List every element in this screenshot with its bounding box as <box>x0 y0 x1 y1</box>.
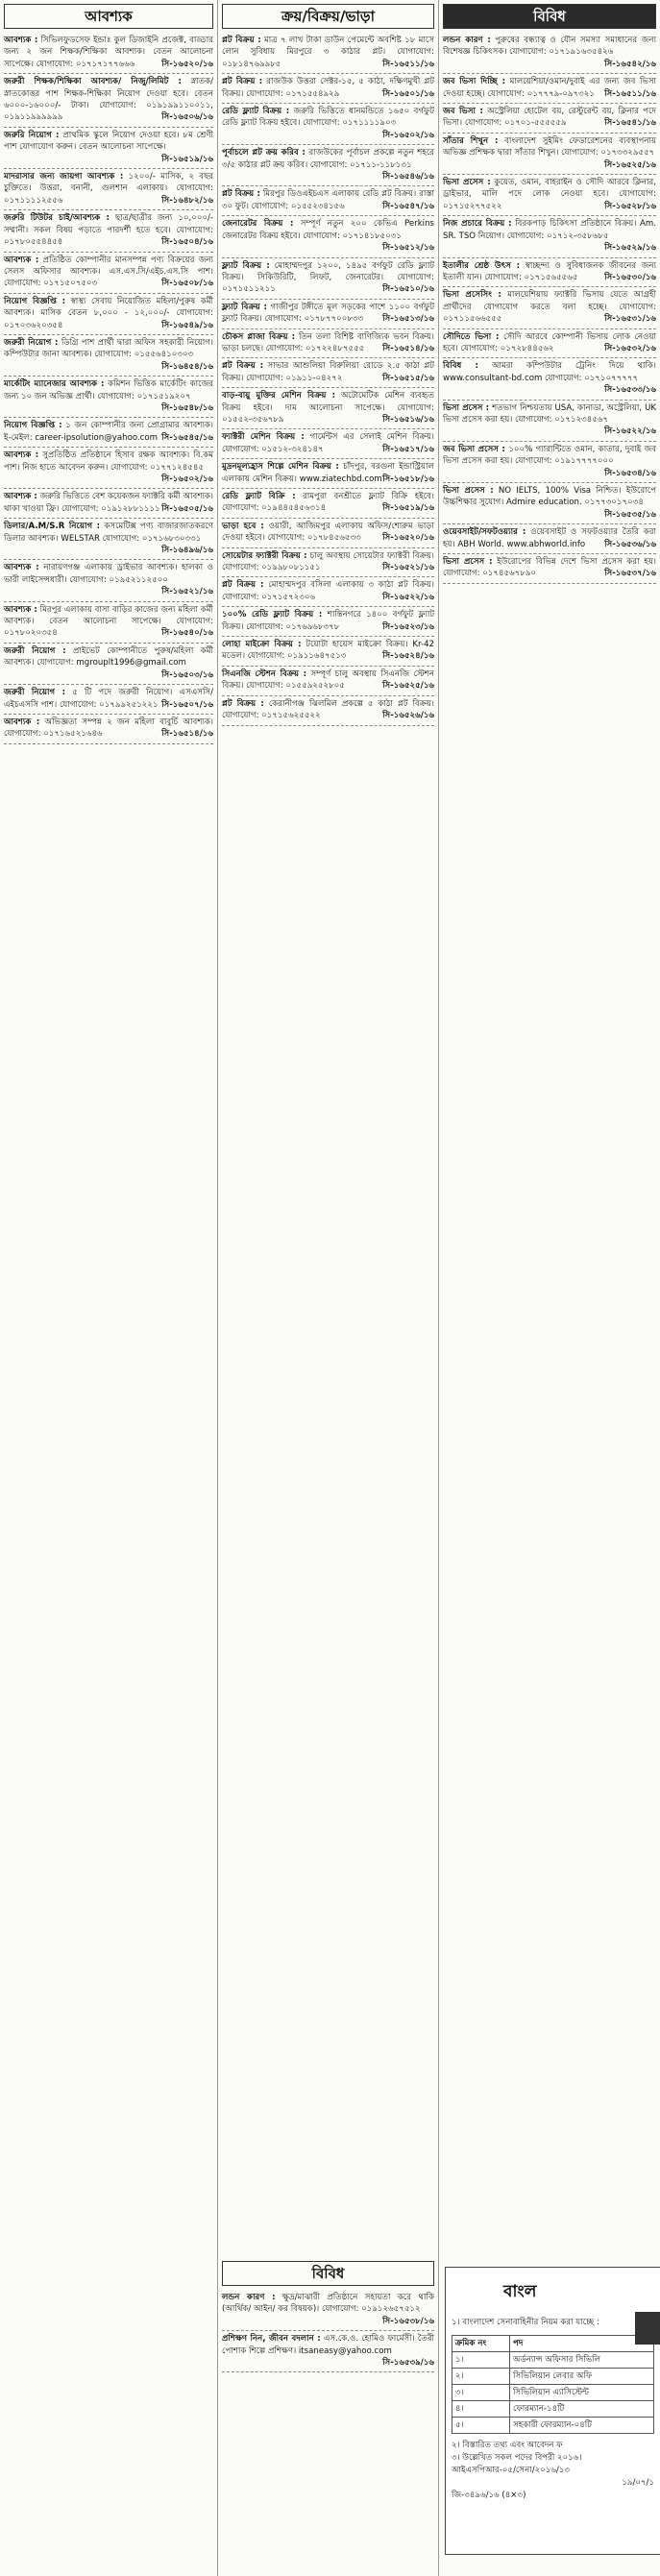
ad-heading: ইতালীর শ্রেষ্ঠ উৎস : <box>443 260 521 271</box>
ad-reference: সি-১৬৫২২/১৬ <box>604 426 656 437</box>
ad-text: মালয়েশিয়ায় ফ্যাক্টরি ভিসায় যেতে আগ্রহী প্রার্থীদের যোগাযোগ করতে বলা হচ্ছে। যোগাযোগ: ০১৭১১৫৬৬৫৫৫ <box>443 290 656 325</box>
classified-ad <box>443 287 656 328</box>
classified-ad <box>222 329 434 359</box>
table-row <box>452 2385 654 2401</box>
ad-heading: আবশ্যক : <box>4 450 39 461</box>
ad-heading: পূর্বাচলে প্লট ক্রয় করিব : <box>222 148 306 158</box>
column-miscellaneous <box>439 0 660 2576</box>
ad-reference: সি-১৬৫০১/১৬ <box>382 88 434 99</box>
classified-ad <box>222 74 434 104</box>
ad-heading: লন্ডন কারণ : <box>222 2293 276 2302</box>
ad-reference: সি-১৬৫০৮/১৬ <box>161 279 213 289</box>
ad-heading: প্লট বিক্রয় : <box>222 77 263 87</box>
ad-heading: মার্কেটিং ম্যানেজার আবশ্যক : <box>4 379 105 390</box>
ad-text: মিরপুর ডিওএইচএস এলাকায় রেডি প্লট বিক্রয়। রাস্তা ৩০ ফুট। যোগাযোগ: ০১৫৫২৩৪১৫৬ <box>222 189 434 211</box>
classified-ad <box>443 216 656 257</box>
ad-text: কেরানীগঞ্জ ঝিলমিল প্রকল্পে ৫ কাঠা প্লট বিক্রয়। যোগাযোগ: ০১৭১৫৬২৫৫২২ <box>222 698 434 721</box>
ad-text: ওয়ারী, আজিমপুর এলাকায় অফিস/শোরুম ভাড়া দেওয়া হইবে। যোগাযোগ: ০১৭৮৪৫৬৫৩৩ <box>222 521 434 544</box>
ad-reference: সি-১৬৫১৮/১৬ <box>382 474 434 484</box>
ad-heading: ভিসা প্রসেস : <box>443 402 490 413</box>
ad-text: ক্ষুদ্র/মাঝারী প্রতিষ্ঠানে সহায়তা করে থাকি (আর্থিক/ আইন/ কর বিষয়ক)। যোগাযোগ: ০১৯১২৬৫৭৫১২ <box>222 2293 434 2315</box>
ad-heading: প্লট বিক্রয় : <box>222 36 261 45</box>
ad-list <box>222 2290 434 2372</box>
classified-ad <box>4 560 213 601</box>
ad-text: সম্পূর্ণ নতুন ২০০ কেভিএ Perkins জেনারেটর বিক্রয় হইবে। যোগাযোগ: ০১৭১৪১৮৫০৩১ <box>222 219 434 241</box>
ad-reference: সি-১৬৫৩৮/১৬ <box>382 2316 434 2326</box>
ad-reference: সি-১৬৫২৫/১৬ <box>382 681 434 692</box>
ad-reference: সি-১৬৫২৮/১৬ <box>604 201 656 211</box>
ad-text: ইউরোপের বিভিন্ন দেশে ভিসা প্রসেস করা হয়। যোগাযোগ: ০১৭৪৫৬৭৮৯০ <box>443 557 656 579</box>
army-recruitment-notice <box>445 2267 660 2555</box>
classified-ad <box>222 607 434 637</box>
table-row <box>452 2418 654 2434</box>
ad-reference: সি-১৬৫১১/১৬ <box>382 59 434 69</box>
ad-text: মোহাম্মদপুর বসিলা এলাকায় ৩ কাঠা প্লট বিক্রয়। যোগাযোগ: ০১৭১৫৭২৩০৬ <box>222 580 434 602</box>
ad-reference: সি-১৬৫১৪/১৬ <box>161 729 213 740</box>
notice-table <box>452 2335 654 2434</box>
ad-heading: চৌকস প্লাজা বিক্রয় : <box>222 331 296 342</box>
ad-text: মাত্র ৭ লাখ টাকা ডাউন পেমেন্টে অবশিষ্ট ১৮ মাসে লোন সুবিধায় মিরপুরে ৩ কাঠার প্লট। যোগাযোগ: ০১৮১৪৭৬৯৯৮৫ <box>222 36 434 69</box>
table-row <box>452 2369 654 2385</box>
ad-reference: সি-১৬৫১২/১৬ <box>382 243 434 254</box>
ad-reference: সি-১৬৫৩০/১৬ <box>604 272 656 282</box>
classified-ad <box>222 577 434 607</box>
ad-heading: মাদরাসার জন্য জায়গা আবশ্যক : <box>4 172 124 182</box>
ad-text: সিভিলফুডসেফ ইন্ডাঃ কুল ডিজাইনি প্রজেক্ট, বাড্ডার জন্য ২ জন শিক্ষক/শিক্ষিকা আবশ্যক। বেতন আলোচনা সাপেক্ষে। যোগাযোগ: ০১৭১৭১৭৭৬৬৬ <box>4 36 213 69</box>
classified-ad <box>443 134 656 175</box>
ad-reference: সি-১৬৫২৪/১৬ <box>382 651 434 662</box>
ad-heading: ভিসা প্রসেস : <box>443 178 491 188</box>
ad-text: গাজীপুর টঙ্গীতে মূল সড়কের পাশে ১১০০ বর্গফুট ফ্ল্যাট বিক্রয়। যোগাযোগ: ০১৭৮৭৭০০৮৩৩ <box>222 302 435 325</box>
classified-ad <box>222 548 434 578</box>
ad-heading: লোহা মাইক্রো বিক্রয় : <box>222 640 302 650</box>
table-cell: ৫। <box>452 2418 510 2434</box>
ad-reference: সি-১৬৫৪১/১৬ <box>604 118 656 129</box>
ad-heading: জব ভিসা দিচ্ছি : <box>443 77 506 87</box>
ad-reference: সি-১৬৫১৯/১৬ <box>382 503 434 514</box>
ad-heading: নিয়োগ বিজ্ঞপ্তি : <box>4 296 66 306</box>
ad-reference: সি-১৬৫২০/১৬ <box>161 59 213 69</box>
ad-reference: সি-১৬৫০৬/১৬ <box>161 112 213 123</box>
classified-ad <box>222 459 434 489</box>
ad-heading: নিজ প্রচারে বিক্রয় : <box>443 219 512 230</box>
ad-text: ১০০% গ্যারান্টিতে ওমান, কাতার, দুবাই জব ভিসা প্রসেস করা হয়। যোগাযোগ: ০১৯১৭৭৭৭০০০ <box>443 444 657 467</box>
ad-reference: সি-১৬৫২১/১৬ <box>161 587 213 597</box>
ad-text: রামপুরা বনশ্রীতে ফ্ল্যাট বিক্রি হইবে। যোগাযোগ: ০১৯৪৪৫৪৫৬৩১৪ <box>222 492 434 514</box>
ad-heading: ফ্যাক্টরী মেশিন বিক্রয় : <box>222 432 305 443</box>
ad-reference: সি-১৬৫২৬/১৬ <box>382 711 434 721</box>
ad-reference: সি-১৬৪৫৪/১৬ <box>161 361 213 372</box>
classified-ad <box>4 644 213 685</box>
ad-reference: সি-১৬৫৪৬/১৬ <box>382 172 434 182</box>
ad-reference: সি-১৬৫৩৭/১৬ <box>604 569 656 579</box>
ad-text: সম্পূর্ণ চালু অবস্থায় সিএনজি স্টেশন বিক্রয়। যোগাযোগ: ০১৫৫৯২৫২৮০৫ <box>222 668 435 692</box>
ad-text: আমরা কম্পিউটার ট্রেনিং দিয়ে থাকি। www.consultant-bd.com যোগাযোগ: ০১৭১০৭৭৭৭৭ <box>443 361 656 383</box>
table-cell: ২। <box>452 2369 510 2385</box>
ad-text: প্রাথমিক স্কুলে নিয়োগ দেওয়া হবে। ৮ম শ্রেণী পাশ যোগাযোগ করুন। বেতন আলোচনা সাপেক্ষে। <box>4 130 214 153</box>
ad-heading: আবশ্যক : <box>4 604 37 615</box>
column-buy-sell-rent <box>218 0 439 2576</box>
classified-ad <box>4 377 213 418</box>
ad-list <box>4 33 213 744</box>
classified-ad <box>222 2290 434 2331</box>
ad-text: অভিজ্ঞতা সম্পন্ন ২ জন মহিলা বাবুর্চি আবশ্যক। যোগাযোগ: ০১৭১৬৫২১৬৪৬ <box>4 717 213 740</box>
ad-heading: ভাড়া হবে : <box>222 521 264 531</box>
column-wanted <box>0 0 218 2576</box>
table-cell: সিভিলিয়ান লেবার অফি <box>510 2369 654 2385</box>
ad-heading: সৌদিতে ভিসা : <box>443 331 500 342</box>
ad-reference: সি-১৬৫১৩/১৬ <box>382 314 434 325</box>
classified-ad <box>4 418 213 448</box>
ad-reference: সি-১৬৫৩৫/১৬ <box>604 509 656 520</box>
table-row <box>452 2352 654 2369</box>
classified-ad <box>222 145 434 186</box>
classified-ad <box>4 448 213 489</box>
ad-heading: আবশ্যক : <box>4 492 37 502</box>
classified-ad <box>222 696 434 726</box>
classified-ad <box>443 33 656 74</box>
ad-reference: সি-১৬৫২২/১৬ <box>382 592 434 602</box>
classified-ad <box>222 637 434 667</box>
ad-reference: সি-১৬৪৮২/১৬ <box>161 195 213 206</box>
classified-ad <box>443 524 656 554</box>
ad-text: কমিশন ভিত্তিক মার্কেটিং কাজের জন্য ১০ জন অভিজ্ঞ প্রার্থী। যোগাযোগ: ০১৭১৫১৯২০৭ <box>4 379 213 401</box>
ad-text: ছাত্র/ছাত্রীর জন্য ১০,০০০/- সম্মানী। সকল বিষয় পড়াতে পারদর্শী হতে হবে। যোগাযোগ: ০১৭৮০৫৫৪৪৫৪ <box>4 213 214 248</box>
ad-text: শান্তিনগরে ১৪০০ বর্গফুট ফ্ল্যাট বিক্রয়। যোগাযোগ: ০১৭৬৯৬৮৩৭৮ <box>222 610 434 632</box>
ad-reference: সি-১৬৫৩৯/১৬ <box>382 2358 434 2369</box>
ad-text: মিরপুর এলাকায় বাসা বাড়ির কাজের জন্য মহিলা কর্মী আবশ্যক। বেতন আলোচনা সাপেক্ষে। যোগাযোগ: ০১৭৮০২০৩৫৪ <box>4 604 214 639</box>
ad-heading: সাঁতার শিখুন : <box>443 135 499 146</box>
classified-ad <box>222 667 434 696</box>
ad-heading: ফ্ল্যাট বিক্রয় : <box>222 260 270 271</box>
notice-reference: আইএসপিআর-০৫/সেনা/২০১৬/১৩ <box>452 2466 570 2475</box>
classified-ad <box>222 216 434 257</box>
ad-text: প্রাইভেট কোম্পানীতে পুরুষ/মহিলা কর্মী আবশ্যক। যোগাযোগ: mgrouplt1996@gmail.com <box>4 645 214 668</box>
ad-heading: মুদ্রনমূল্যহ্রাস শিল্পে মেশিন বিক্রয় : <box>222 462 339 473</box>
ad-reference: সি-১৬৪৯৬/১৬ <box>161 546 213 556</box>
classified-ad <box>4 685 213 715</box>
classified-ad <box>443 442 656 483</box>
ad-reference: সি-১৬৫১৯/১৬ <box>161 154 213 164</box>
classified-ad <box>222 104 434 145</box>
ad-text: তিন তলা বিশিষ্ট বাণিজ্যিক ভবন বিক্রয়। ভাড়া চলছে। যোগাযোগ: ০১৭২২৪৮৭৫৫৫ <box>222 331 435 353</box>
table-cell: ফোরম্যান-১৪টি <box>510 2401 654 2418</box>
ad-text: ১ জন কোম্পানীর জন্য প্রোগ্রামার আবশ্যক। ই-মেইল: career-ipsolution@yahoo.com <box>4 421 214 443</box>
classified-ad <box>443 554 656 584</box>
ad-text: ৫ টি পদে জরুরী নিয়োগ। এসএসসি/এইচএসসি পাশ। যোগাযোগ: ০১৭৯৯২৫১২২১ <box>4 688 214 710</box>
notice-intro: ১। বাংলাদেশ সেনাবাহিনীর নিয়ম করা যাচ্ছে : <box>452 2318 599 2327</box>
table-cell: সিভিলিয়ান এ্যাসিস্টেন্ট <box>510 2385 654 2401</box>
ad-text: পুরুষের বন্ধ্যাত্ব ও যৌন সমস্যা সমাধানের জন্য বিশেষজ্ঞ চিকিৎসক। যোগাযোগ: ০১৭১৯১৬৩৫৪২৬ <box>443 36 656 58</box>
ad-text: চালু অবস্থায় সোয়েটার ফ্যাক্টরী বিক্রয়। যোগাযোগ: ০১৯৯৮০৮১১৫১ <box>222 550 434 573</box>
ad-heading: ডিলার/A.M/S.R নিয়োগ : <box>4 522 101 532</box>
ad-heading: জরুরী শিক্ষক/শিক্ষিকা আবশ্যক/ নিজু/লিমিট : <box>4 77 182 87</box>
classified-ad <box>4 210 213 252</box>
ad-reference: সি-১৬৫০৩/১৬ <box>161 669 213 680</box>
ad-heading: প্লট বিক্রয় : <box>222 361 264 372</box>
ad-reference: সি-১৬৫১৭/১৬ <box>382 444 434 454</box>
ad-heading: জরুরী নিয়োগ : <box>4 337 59 348</box>
classified-ad <box>4 128 213 169</box>
ad-heading: ভিসা প্রসেস : <box>443 557 493 568</box>
classified-ad <box>443 258 656 288</box>
table-cell: অর্ডন্যান্স অফিসার সিভিলি <box>510 2352 654 2369</box>
classified-ad <box>4 294 213 335</box>
classified-ad <box>4 715 213 744</box>
ad-heading: প্লট বিক্রয় : <box>222 580 264 591</box>
classified-ad <box>222 519 434 548</box>
section-heading: বিবিধ <box>222 2261 434 2286</box>
ad-text: কসমেটিক্স পণ্য বাজারজাতকরণে ডিলার আবশ্যক। WELSTAR যোগাযোগ: ০১৭১৬৮৩০৩৩১ <box>4 522 214 544</box>
notice-point: ৩। উল্লেখিত সকল পদের বিপরী ২০১৬। <box>452 2453 582 2463</box>
ad-reference: সি-১৬৫৪৫/১৬ <box>161 432 213 443</box>
ad-reference: সি-১৬৫৩২/১৬ <box>604 343 656 353</box>
classified-ad <box>443 104 656 134</box>
ad-heading: ১০০% রেডি ফ্ল্যাট বিক্রয় : <box>222 610 323 620</box>
ad-heading: আবশ্যক : <box>4 36 38 45</box>
table-header-row <box>452 2336 654 2352</box>
classified-ad <box>4 519 213 560</box>
ad-text: অটোমেটিক মেশিন ব্যবহৃত বিক্রয় হইবে। দাম আলোচনা সাপেক্ষে। যোগাযোগ: ০১৫৫২-৩৫৬৭৮৯ <box>222 391 435 425</box>
ad-reference: সি-১৬৫২৫/১৬ <box>604 159 656 170</box>
ad-text: টয়োটা হায়েস মাইক্রো বিক্রয়। Kr-42 মডেল। যোগাযোগ: ০১৯১১৬৪৭৫১৩ <box>222 640 435 662</box>
ad-heading: সিএনজি স্টেশন বিক্রয় : <box>222 668 307 679</box>
ad-heading: ফ্ল্যাট বিক্রয় : <box>222 302 267 312</box>
classified-ad <box>4 74 213 128</box>
ad-text: কুয়েত, ওমান, বাহরাইন ও সৌদি আরবে ক্লিনার, ড্রাইভার, মালি পদে লোক নেওয়া হবে। যোগাযোগ: ০১৭১৫২৭৭৫২২ <box>443 178 656 211</box>
ad-reference: সি-১৬৫০২/১৬ <box>382 130 434 140</box>
classified-ad <box>222 489 434 519</box>
ad-text: স্বাস্থ্য সেবায় নিয়োজিত মহিলা/পুরুষ কর্মী আবশ্যক। মাসিক বেতন ৮,০০০ - ১২,০০০/- যোগাযোগ: ০১৭০৩৬২০৩৫৪ <box>4 296 213 330</box>
ad-reference: সি-১৬৫০২/১৬ <box>161 474 213 484</box>
ad-reference: সি-১৬৫৩১/১৬ <box>604 314 656 325</box>
classified-ad <box>4 602 213 644</box>
ad-text: সৌদি আরবে কোম্পানী ভিসায় লোক নেওয়া হবে। যোগাযোগ: ০১৭২৮৪৪৫৬২ <box>443 331 657 353</box>
ad-reference: সি-১৬৫৪৭/১৬ <box>382 201 434 211</box>
ad-text: নারায়ণগঞ্জ এলাকায় ড্রাইভার আবশ্যক। হালকা ও ভারী লাইসেন্সধারী। যোগাযোগ: ০১৯৫২১১২৫০০ <box>4 563 213 585</box>
classified-ad <box>443 358 656 400</box>
ad-text: ১২০০/- মাসিক, ২ বছর চুক্তিতে। উত্তরা, বনানী, গুলশান এলাকায়। যোগাযোগ: ০১৭১১১১২৫৫৬ <box>4 172 214 206</box>
classified-ad <box>222 300 434 329</box>
ad-text: এস.কে.ও. হোমিও ফার্মেসী। তৈরী পোশাক শিল্পে প্রশিক্ষণ। itsaneasy@yahoo.com <box>222 2334 435 2356</box>
ad-text: শতভাগ নিশ্চয়তায় USA, কানাডা, অস্ট্রেলিয়া, UK ভিসা প্রসেস করা হয়। যোগাযোগ: ০১৭১২৩৪৫৬৭ <box>443 402 656 425</box>
column-heading: আবশ্যক <box>4 4 213 29</box>
ad-text: রাজউক উত্তরা সেক্টর-১৫, ৫ কাঠা, দক্ষিণমুখী প্লট বিক্রয়। যোগাযোগ: ০১৭১৫৫৪৯২৯ <box>222 77 435 99</box>
ad-reference: সি-১৬৫৩৩/১৬ <box>604 385 656 396</box>
ad-text: বিরকপাড় চিকিৎসা প্রতিষ্ঠানে বিক্রয়। Am. SR. TSO নিয়োগ। যোগাযোগ: ০১৭১২-৩৫৮৬৮৫ <box>443 219 656 241</box>
table-cell: ১। <box>452 2352 510 2369</box>
ad-heading: রেডি ফ্ল্যাট বিক্রি : <box>222 492 296 501</box>
ad-reference: সি-১৬৫২১/১৬ <box>382 563 434 573</box>
ad-heading: প্লট বিক্রয় : <box>222 189 260 200</box>
miscellaneous-section <box>218 2259 438 2372</box>
ad-heading: ওয়েবসাইট/সফটওয়্যার : <box>443 527 526 538</box>
ad-reference: সি-১৬৫১৪/১৬ <box>382 343 434 353</box>
ad-text: মালয়েশিয়া/ওমান/দুবাই এর জন্য জব ভিসা দেওয়া হচ্ছে। যোগাযোগ: ০১৭৭৭৯-০৯৭৩২১ <box>443 77 657 99</box>
ad-list <box>222 33 434 726</box>
classified-ad <box>222 429 434 459</box>
classified-ad <box>443 401 656 442</box>
ad-text: গার্মেন্টস এর সেলাই মেশিন বিক্রয়। যোগাযোগ: ০১৫১২-৩২৪১৪৭ <box>222 432 435 454</box>
ad-heading: ভিসা প্রসেস : <box>443 486 494 496</box>
ad-heading: রেডি ফ্ল্যাট বিক্রয় : <box>222 107 290 117</box>
ad-reference: সি-১৬৫৩৬/১৬ <box>604 539 656 549</box>
ad-heading: ভিসা প্রসেসিং : <box>443 290 501 301</box>
classified-ad <box>4 33 213 74</box>
classified-ad <box>443 329 656 359</box>
ad-heading: বিবিধ : <box>443 361 478 372</box>
classified-ad <box>222 258 434 300</box>
ad-list <box>443 33 656 584</box>
table-cell: সহকারী ফোরম্যান-০৪টি <box>510 2418 654 2434</box>
ad-text: সুপ্রতিষ্ঠিত প্রতিষ্ঠানে হিসাব রক্ষক আবশ্যক। বি.কম পাশ। নিজ হাতে আবেদন করুন। যোগাযোগ: ০১৭৭১২৪৫৪৫ <box>4 450 213 473</box>
notice-code: জি-৩৪৯৬/১৬ (৪×৩) <box>452 2491 526 2500</box>
ad-heading: বাড়-বায়ু মুক্তির মেশিন বিক্রয় : <box>222 391 336 401</box>
ad-text: বাংলাদেশ সুইমিং ফেডারেশনের ব্যবস্থাপনায় অভিজ্ঞ প্রশিক্ষক দ্বারা সাঁতার শিখুন। যোগাযোগ: ০১৭৩৩২৯৫৫৭ <box>443 135 657 158</box>
ad-text: মোহাম্মদপুর ১২০০, ১৪৯৫ বর্গফুট রেডি ফ্ল্যাট বিক্রয়। সিকিউরিটি, লিফট, জেনারেটর। যোগাযোগ: ০১৭১৫১১২১১ <box>222 260 434 295</box>
ad-reference: সি-১৬৫৩৪/১৬ <box>604 468 656 478</box>
ad-text: প্রতিষ্ঠিত কোম্পানীর মানসম্পন্ন পণ্য বিক্রয়ের জন্য সেলস অফিসার আবশ্যক। এস.এস.সি/এইচ.এস.সি পাশ। যোগাযোগ: ০১৭১৫০৭৫০৩ <box>4 255 214 289</box>
classified-ad <box>222 33 434 74</box>
ad-heading: প্লট বিক্রয় : <box>222 698 264 709</box>
table-cell: ৪। <box>452 2401 510 2418</box>
ad-heading: নিয়োগ বিজ্ঞপ্তি : <box>4 421 62 431</box>
ad-reference: সি-১৬৫৪৯/১৬ <box>161 320 213 330</box>
classified-ad <box>4 253 213 294</box>
ad-heading: আবশ্যক : <box>4 717 40 727</box>
ad-text: ডিগ্রি পাশ প্রার্থী দ্বারা অফিস সহকারী নিয়োগ। কম্পিউটার জানা আবশ্যক। যোগাযোগ: ০১৫৫৬৪১০৩০৩ <box>4 337 213 360</box>
classified-ad <box>443 175 656 216</box>
ad-text: NO IELTS, 100% Visa নিশ্চিত। ইউরোপে উচ্চশিক্ষার সুযোগ। Admire education. ০১৭৭৩০১৭০৩৪ <box>443 486 656 508</box>
notice-title: বাংল <box>503 2282 537 2301</box>
column-heading: বিবিধ <box>443 4 656 29</box>
notice-date: ১৯/০৭/১ <box>622 2478 654 2488</box>
ad-heading: জেনারেটর বিক্রয় : <box>222 219 294 230</box>
ad-reference: সি-১৬৫২৩/১৬ <box>382 621 434 632</box>
ad-text: রাজউকের পূর্বাচল প্রকল্পে নতুন শহরে ৩/৫ কাঠার প্লট ক্রয় করিব। যোগাযোগ: ০১৭১১-১১৮১৩১ <box>222 148 435 170</box>
ad-reference: সি-১৬৫৪৮/১৬ <box>161 402 213 413</box>
ad-reference: সি-১৬৫২৯/১৬ <box>604 243 656 254</box>
ad-reference: সি-১৬৫০৫/১৬ <box>161 503 213 514</box>
ad-heading: আবশ্যক : <box>4 563 39 573</box>
column-header: ক্রমিক নং <box>452 2336 510 2352</box>
classified-ad <box>222 2331 434 2372</box>
classified-ad <box>4 335 213 377</box>
table-row <box>452 2401 654 2418</box>
ad-text: চাঁদপুর, বরগুনা ইন্ডাস্ট্রিয়াল এলাকায় মেশিন বিক্রয়। www.ziatechbd.com <box>222 462 434 484</box>
ad-text: অস্ট্রেলিয়া হোটেল বয়, রেস্টুরেন্ট বয়, ক্লিনার পদে ভিসা। যোগাযোগ: ০১৭০১-৫৫৫৫৫৯ <box>443 107 656 129</box>
column-heading: ক্রয়/বিক্রয়/ভাড়া <box>222 4 434 29</box>
ad-heading: সোয়েটার ফ্যাক্টরী বিক্রয় : <box>222 550 307 561</box>
ad-text: স্বাচ্ছন্দ্য ও সুবিধাজনক জীবনের জন্য ইতালী যান। যোগাযোগ: ০১৭১৫৬৫৫৬৫ <box>443 260 656 282</box>
table-cell: ৩। <box>452 2385 510 2401</box>
ad-text: জরুরি ভিত্তিতে বেশ কয়েকজন ফ্যাক্টরি কর্মী আবশ্যক। থাকা খাওয়া ফ্রি। যোগাযোগ: ০১৯১২৮৮১১১১ <box>4 492 213 514</box>
ad-reference: সি-১৬৫৪০/১৬ <box>161 628 213 639</box>
column-header: পদ <box>510 2336 654 2352</box>
ad-heading: জরুরী নিয়োগ : <box>4 688 66 698</box>
ad-heading: লন্ডন কারণ : <box>443 36 491 45</box>
ad-reference: সি-১৬৫০৭/১৬ <box>161 699 213 710</box>
ad-text: জরুরি ভিত্তিতে ধানমন্ডিতে ১৬৫০ বর্গফুট রেডি ফ্ল্যাট বিক্রয় হইবে। যোগাযোগ: ০১৭১১১১৯০৩ <box>222 107 435 129</box>
emblem-icon <box>635 2312 660 2345</box>
classified-ad <box>222 388 434 429</box>
ad-reference: সি-১৬৫১৬/১৬ <box>382 414 434 425</box>
ad-reference: সি-১৬৫০৪/১৬ <box>161 237 213 248</box>
ad-reference: সি-১৬৫৪২/১৬ <box>604 59 656 69</box>
notice-point: ২। বিস্তারিত তথ্য এবং আবেদন ফ <box>452 2441 563 2450</box>
ad-heading: জব ভিসা : <box>443 107 483 117</box>
ad-reference: সি-১৬৫২০/১৬ <box>382 533 434 544</box>
ad-reference: সি-১৬৫১০/১৬ <box>382 284 434 295</box>
classified-ad <box>222 186 434 216</box>
ad-heading: জরুরী নিয়োগ : <box>4 645 66 656</box>
ad-heading: জব ভিসা প্রসেস : <box>443 444 505 454</box>
ad-reference: সি-১৬৫১৫/১৬ <box>382 373 434 383</box>
classified-ad <box>443 74 656 104</box>
ad-text: ওয়েবসাইট ও সফটওয়্যার তৈরি করা হয়। ABH World. www.abhworld.info <box>443 527 656 549</box>
ad-text: স্নাতক/ স্নাতকোত্তর পাশ শিক্ষক-শিক্ষিকা নিয়োগ দেওয়া হবে। বেতন ৬০০০-১৬০০০/- টাকা। যোগাযোগ: ০১৯১৯৯১১০০১১, ০১৯১১৯৯৯৯৯৯ <box>4 77 213 123</box>
classified-ad <box>443 483 656 524</box>
ad-heading: জরুরি নিয়োগ : <box>4 130 60 140</box>
ad-heading: আবশ্যক : <box>4 255 39 265</box>
classified-ad <box>222 358 434 388</box>
ad-text: সাভার আশুলিয়া বিরুলিয়া রোডে ২.৫ কাঠা প্লট বিক্রয়। যোগাযোগ: ০১৯১১-০৪২৭২ <box>222 361 434 383</box>
ad-heading: প্রশিক্ষণ নিন, জীবন বদলান : <box>222 2334 321 2345</box>
classified-ad <box>4 489 213 519</box>
ad-reference: সি-১৬৫১১/১৬ <box>604 88 656 99</box>
classified-ad <box>4 169 213 210</box>
ad-heading: জরুরি টিউটর চাই/আবশ্যক : <box>4 213 110 224</box>
